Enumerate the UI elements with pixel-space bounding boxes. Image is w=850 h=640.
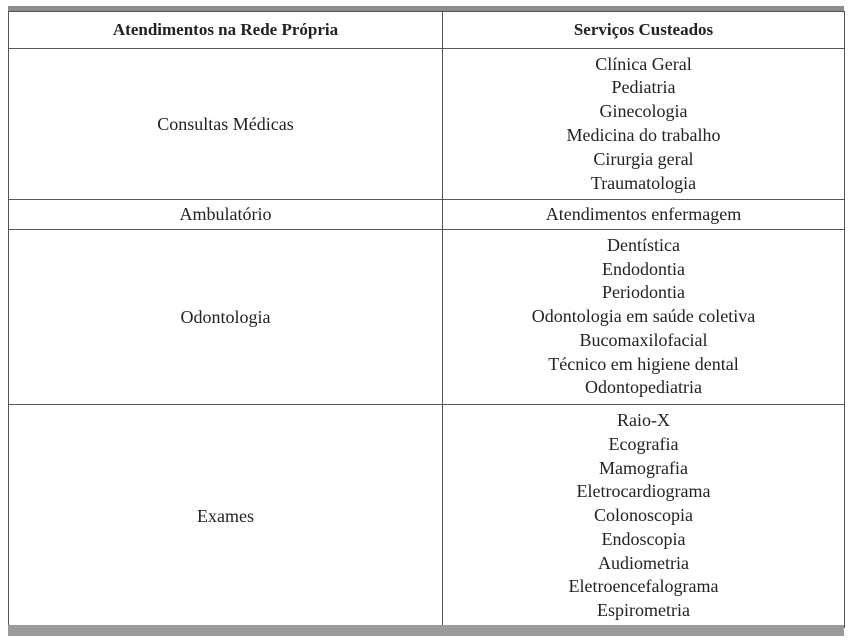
service-item: Traumatologia [590, 172, 697, 193]
service-item: Endoscopia [601, 528, 686, 549]
service-item: Atendimentos enfermagem [545, 203, 742, 224]
service-item: Eletroencefalograma [568, 576, 719, 597]
service-item: Bucomaxilofacial [579, 329, 708, 350]
category-cell: Ambulatório [9, 200, 443, 230]
service-item: Ecografia [608, 433, 679, 454]
service-item: Técnico em higiene dental [548, 353, 739, 374]
service-item: Medicina do trabalho [566, 125, 721, 145]
services-cell [443, 405, 845, 628]
services-cell [443, 49, 845, 200]
header-servicos-custeados: Serviços Custeados [443, 12, 845, 49]
service-item: Mamografia [599, 457, 688, 478]
service-item: Espirometria [597, 600, 690, 621]
table-header-row [9, 12, 845, 49]
bottom-rule [8, 625, 844, 636]
service-item: Dentística [607, 234, 680, 255]
category-cell: Odontologia [9, 230, 443, 405]
service-item: Endodontia [602, 258, 685, 279]
services-table [8, 11, 845, 628]
service-item: Odontologia em saúde coletiva [531, 306, 756, 327]
service-item: Raio-X [617, 409, 670, 430]
table-row [9, 49, 845, 200]
table-row [9, 200, 845, 230]
service-item: Audiometria [598, 552, 689, 573]
service-item: Clínica Geral [595, 53, 692, 74]
service-item: Odontopediatria [585, 377, 702, 398]
header-rede-propria: Atendimentos na Rede Própria [9, 12, 443, 49]
services-cell [443, 230, 845, 405]
category-cell: Exames [9, 405, 443, 628]
category-cell: Consultas Médicas [9, 49, 443, 200]
table-row [9, 230, 845, 405]
service-item: Periodontia [602, 282, 685, 303]
table-row [9, 405, 845, 628]
service-item: Colonoscopia [594, 505, 693, 526]
service-item: Pediatria [611, 77, 676, 98]
service-item: Cirurgia geral [593, 148, 694, 169]
service-item: Eletrocardiograma [576, 481, 711, 502]
service-item: Ginecologia [599, 101, 688, 122]
services-cell [443, 200, 845, 230]
